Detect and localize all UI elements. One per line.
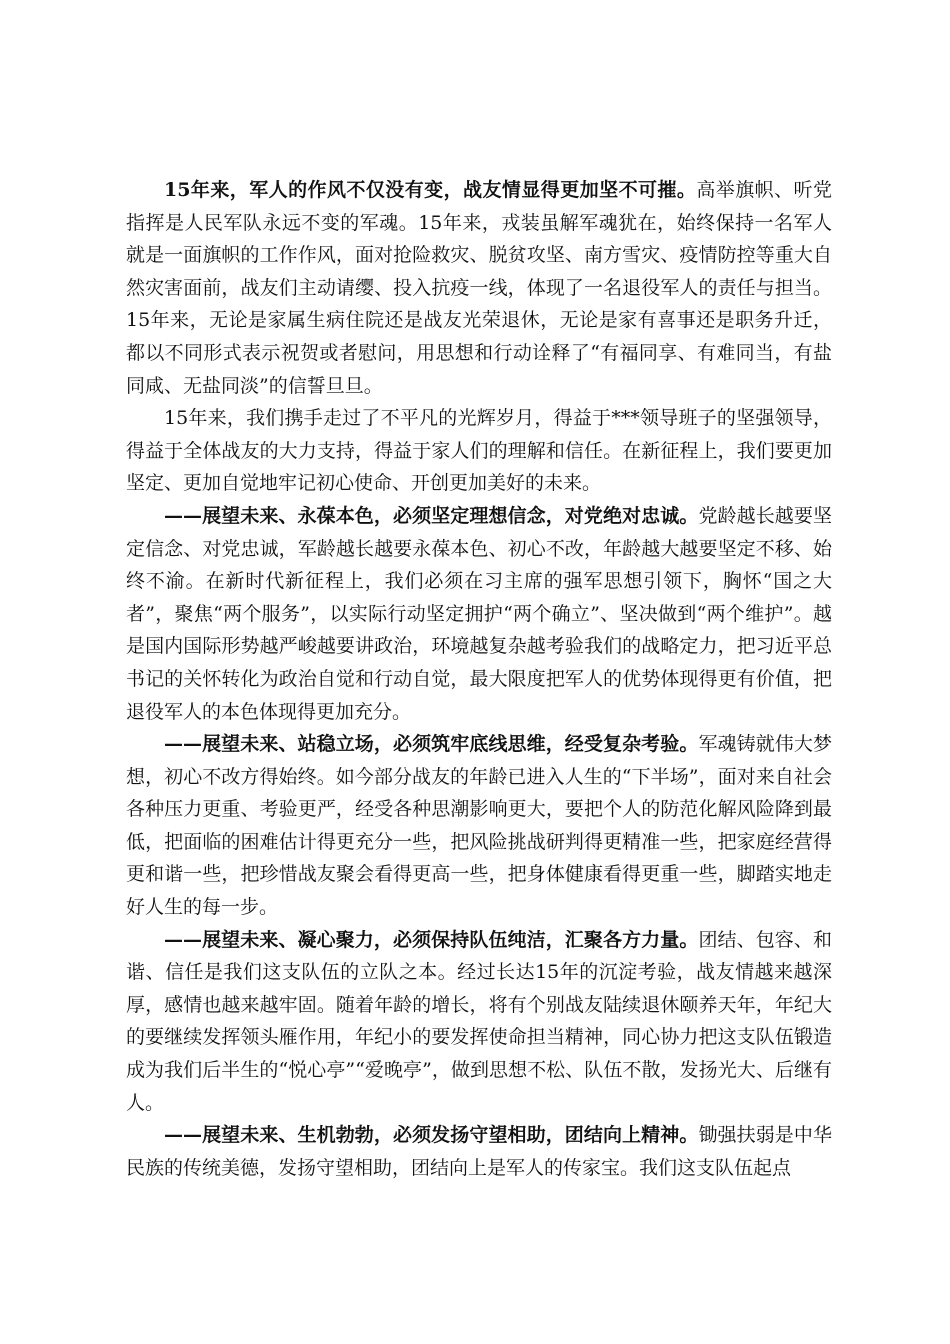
paragraph-5-lead: ——展望未来、凝心聚力，必须保持队伍纯洁，汇聚各方力量。 [164,928,699,951]
paragraph-1 [126,174,832,402]
document-body [126,174,832,1184]
paragraph-3 [126,500,832,728]
paragraph-4-body: 军魂铸就伟大梦想，初心不改方得始终。如今部分战友的年龄已进入人生的“下半场”，面对来自社会各种压力更重、考验更严，经受各种思潮影响更大，要把个人的防范化解风险降到最低，把面临的困难估计得更充分一些，把风险挑战研判得更精准一些，把家庭经营得更和谐一些，把珍惜战友聚会看得更高一些，把身体健康看得更重一些，脚踏实地走好人生的每一步。 [126,733,832,919]
paragraph-5-body: 团结、包容、和谐、信任是我们这支队伍的立队之本。经过长达15年的沉淀考验，战友情越来越深厚，感情也越来越牢固。随着年龄的增长，将有个别战友陆续退休颐养天年，年纪大的要继续发挥领头雁作用，年纪小的要发挥使命担当精神，同心协力把这支队伍锻造成为我们后半生的“悦心亭”“爱晚亭”，做到思想不松、队伍不散，发扬光大、后继有人。 [126,928,832,1114]
paragraph-4 [126,728,832,924]
paragraph-3-body: 党龄越长越要坚定信念、对党忠诚，军龄越长越要永葆本色、初心不改，年龄越大越要坚定不移、始终不渝。在新时代新征程上，我们必须在习主席的强军思想引领下，胸怀“国之大者”，聚焦“两个服务”，以实际行动坚定拥护“两个确立”、坚决做到“两个维护”。越是国内国际形势越严峻越要讲政治，环境越复杂越考验我们的战略定力，把习近平总书记的关怀转化为政治自觉和行动自觉，最大限度把军人的优势体现得更有价值，把退役军人的本色体现得更加充分。 [126,504,832,723]
paragraph-2-body: 15年来，我们携手走过了不平凡的光辉岁月，得益于***领导班子的坚强领导，得益于全体战友的大力支持，得益于家人们的理解和信任。在新征程上，我们要更加坚定、更加自觉地牢记初心使命、开创更加美好的未来。 [126,407,832,495]
paragraph-1-body: 高举旗帜、听党指挥是人民军队永远不变的军魂。15年来，戎装虽解军魂犹在，始终保持一名军人就是一面旗帜的工作作风，面对抢险救灾、脱贫攻坚、南方雪灾、疫情防控等重大自然灾害面前，战友们主动请缨、投入抗疫一线，体现了一名退役军人的责任与担当。15年来，无论是家属生病住院还是战友光荣退休，无论是家有喜事还是职务升迁，都以不同形式表示祝贺或者慰问，用思想和行动诠释了“有福同享、有难同当，有盐同咸、无盐同淡”的信誓旦旦。 [126,179,832,397]
paragraph-1-lead: 15年来，军人的作风不仅没有变，战友情显得更加坚不可摧。 [164,179,697,201]
paragraph-4-lead: ——展望未来、站稳立场，必须筑牢底线思维，经受复杂考验。 [164,733,699,756]
paragraph-6-body: 锄强扶弱是中华民族的传统美德，发扬守望相助，团结向上是军人的传家宝。我们这支队伍起点 [126,1124,832,1179]
paragraph-6 [126,1119,832,1184]
paragraph-2 [126,402,832,500]
paragraph-3-lead: ——展望未来、永葆本色，必须坚定理想信念，对党绝对忠诚。 [164,504,699,527]
paragraph-6-lead: ——展望未来、生机勃勃，必须发扬守望相助，团结向上精神。 [164,1124,699,1147]
paragraph-5 [126,924,832,1120]
